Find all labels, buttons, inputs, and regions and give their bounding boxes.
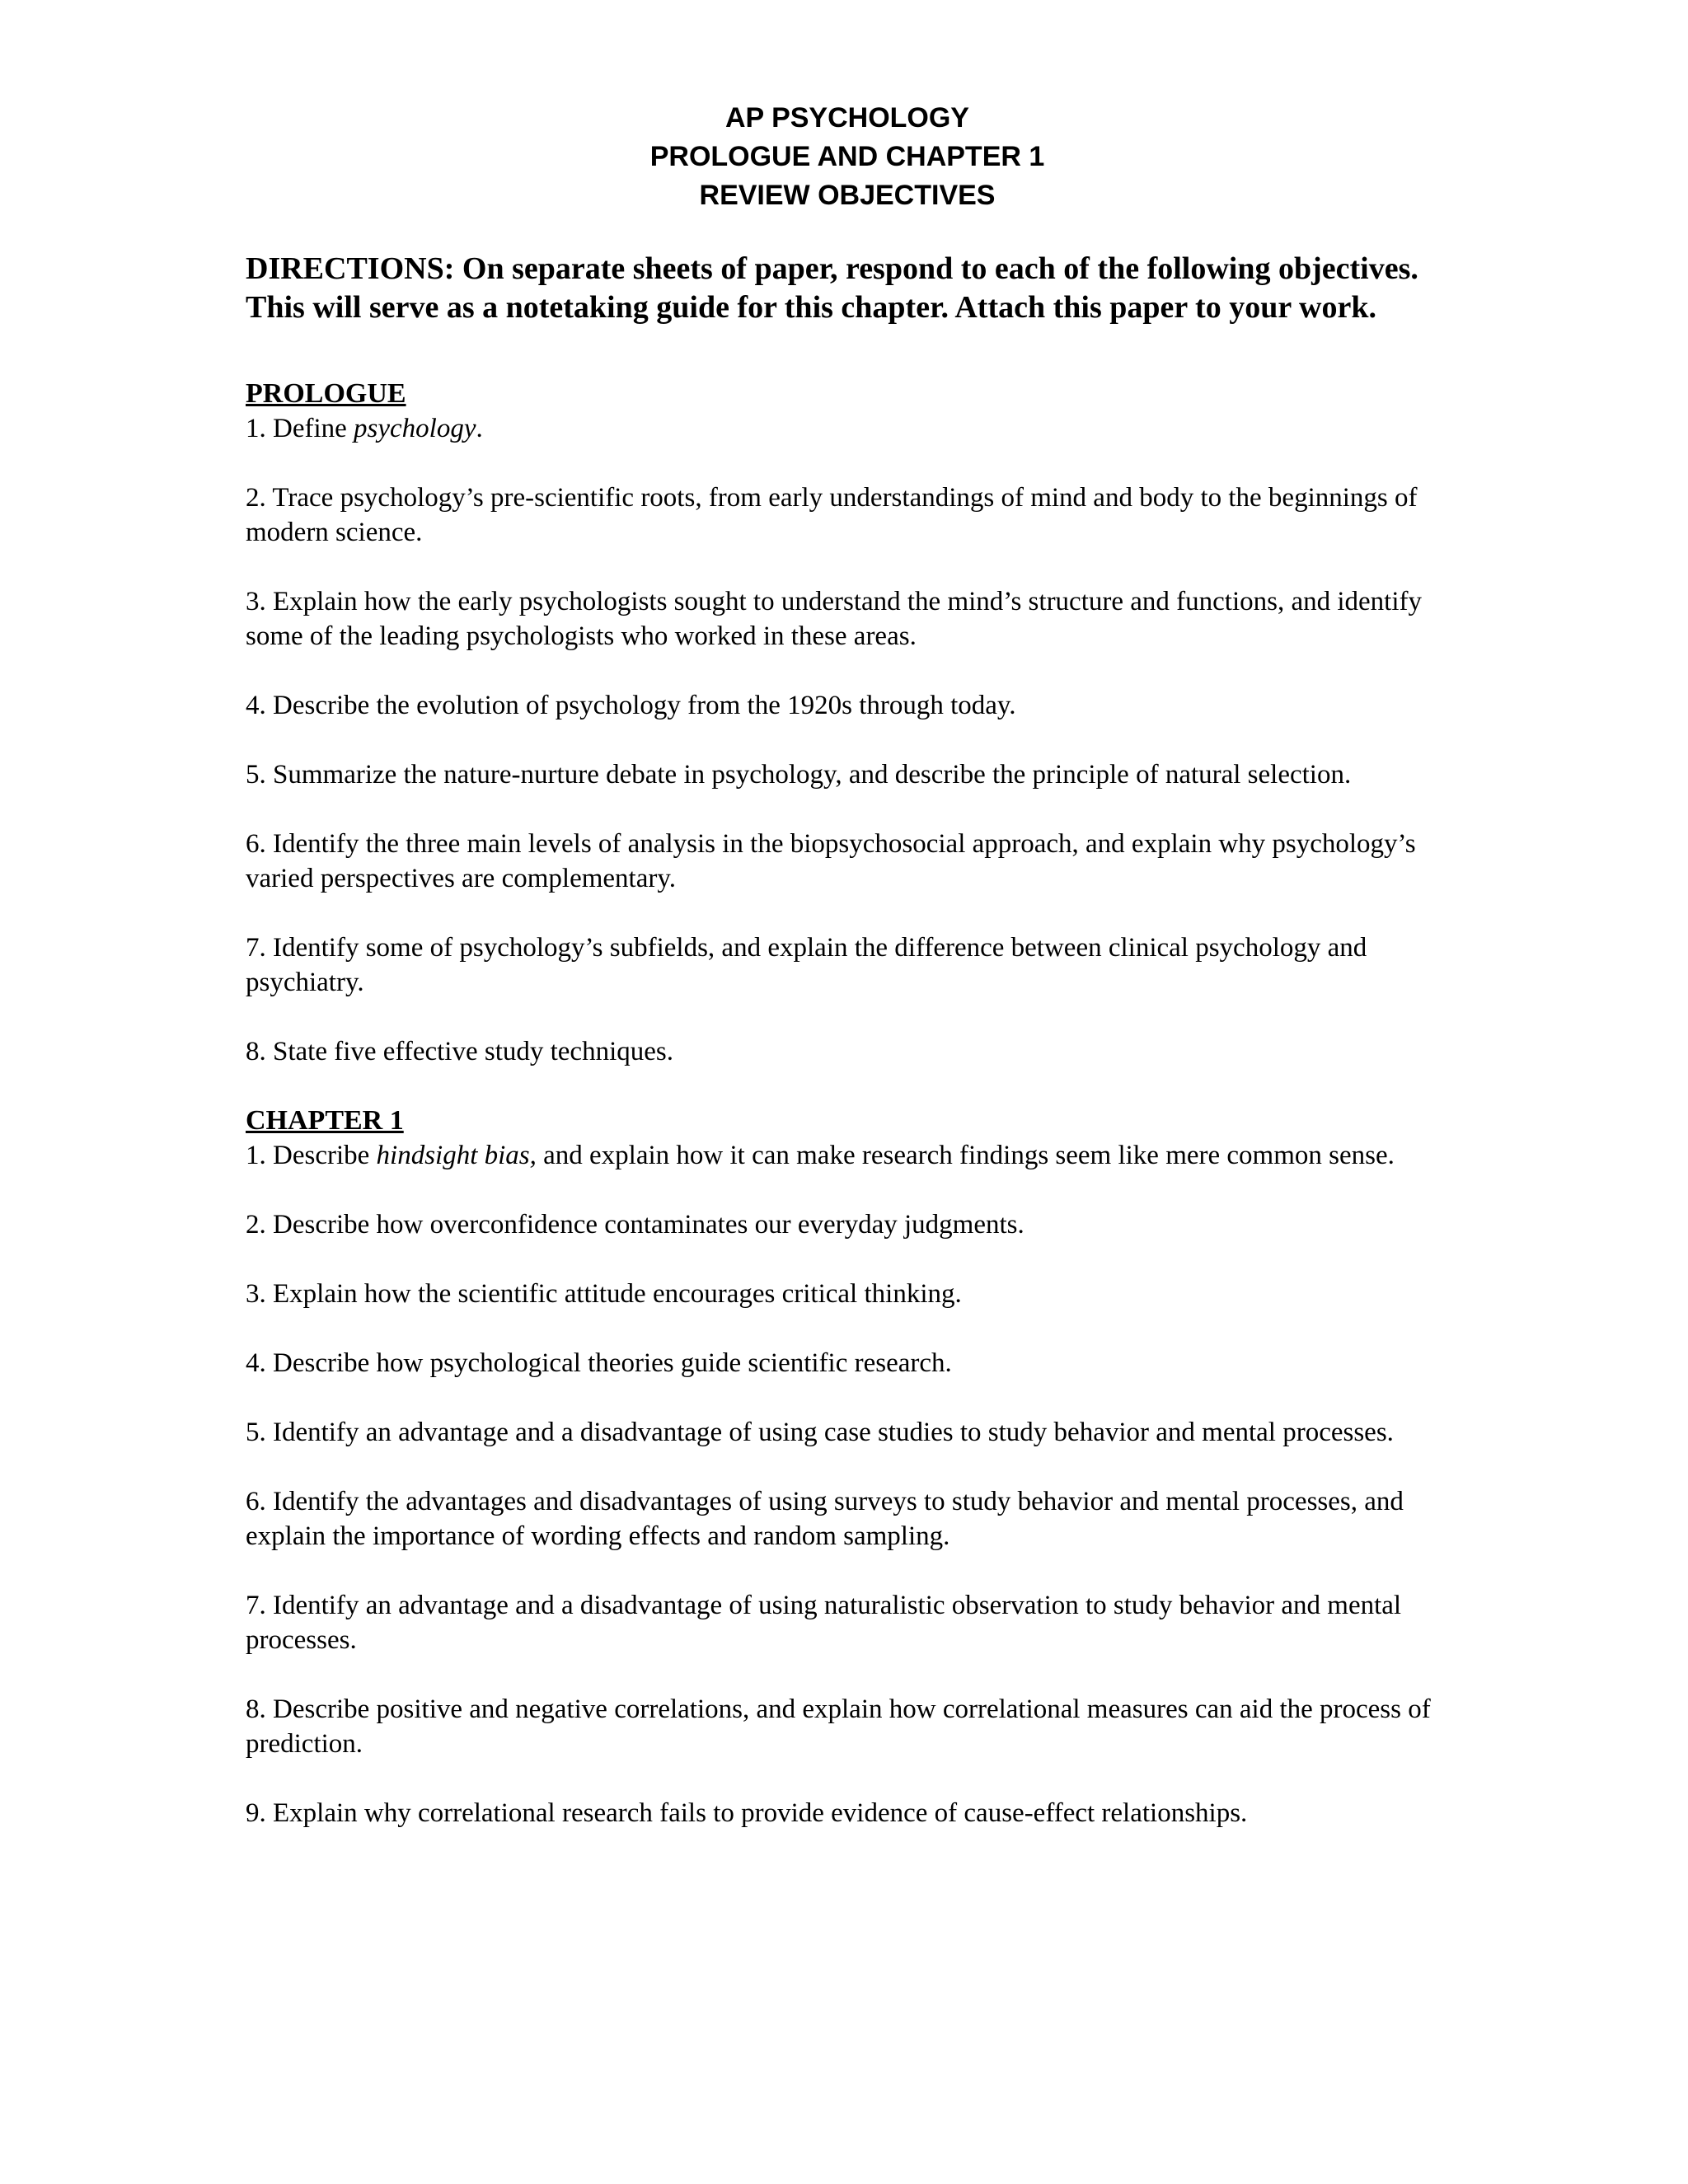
objective-italic-term: psychology (354, 414, 476, 443)
chapter1-objective-2: 2. Describe how overconfidence contaminates our everyday judgments. (246, 1210, 1025, 1240)
chapter1-objective-4: 4. Describe how psychological theories guide scientific research. (246, 1348, 952, 1378)
chapter1-objective-6: 6. Identify the advantages and disadvantages of using surveys to study behavior and mental processes, and explain the importance of wording effects and random sampling. (246, 1487, 1404, 1551)
prologue-objective-4: 4. Describe the evolution of psychology from the 1920s through today. (246, 691, 1016, 720)
directions-text: DIRECTIONS: On separate sheets of paper, respond to each of the following objectives. This will serve as a notetaking guide for this chapter. Attach this paper to your work. (246, 251, 1418, 325)
prologue-heading: PROLOGUE (246, 378, 406, 409)
objective-italic-term: hindsight bias, (376, 1141, 537, 1170)
prologue-objective-3: 3. Explain how the early psychologists sought to understand the mind’s structure and functions, and identify some of the leading psychologists who worked in these areas. (246, 587, 1423, 651)
objective-text: 1. Describe (246, 1141, 377, 1170)
prologue-objective-1 (246, 411, 1449, 446)
chapter1-objective-1 (246, 1138, 1449, 1173)
prologue-section (246, 377, 1449, 1069)
objective-text: 1. Define (246, 414, 354, 443)
prologue-objective-2: 2. Trace psychology’s pre-scientific roots, from early understandings of mind and body to the beginnings of modern science. (246, 483, 1418, 547)
prologue-objective-5: 5. Summarize the nature-nurture debate in psychology, and describe the principle of natural selection. (246, 760, 1352, 790)
chapter1-objective-8: 8. Describe positive and negative correlations, and explain how correlational measures can aid the process of prediction. (246, 1694, 1431, 1759)
title-line-course: AP PSYCHOLOGY (725, 102, 969, 134)
prologue-objective-6: 6. Identify the three main levels of analysis in the biopsychosocial approach, and explain why psychology’s varied perspectives are complementary. (246, 829, 1416, 893)
title-line-chapter: PROLOGUE AND CHAPTER 1 (649, 141, 1045, 172)
chapter1-objective-7: 7. Identify an advantage and a disadvantage of using naturalistic observation to study behavior and mental processes. (246, 1591, 1402, 1655)
prologue-objective-7: 7. Identify some of psychology’s subfields, and explain the difference between clinical psychology and psychiatry. (246, 933, 1367, 997)
chapter1-section (246, 1104, 1449, 1830)
prologue-objective-8: 8. State five effective study techniques. (246, 1037, 673, 1066)
title-line-objectives: REVIEW OBJECTIVES (699, 180, 996, 211)
prologue-objectives-list (246, 411, 1449, 1069)
document-title (246, 99, 1449, 215)
document-page (246, 99, 1449, 1865)
chapter1-objective-5: 5. Identify an advantage and a disadvantage of using case studies to study behavior and mental processes. (246, 1418, 1394, 1447)
chapter1-objectives-list (246, 1138, 1449, 1830)
objective-text-end: . (476, 414, 483, 443)
chapter1-objective-9: 9. Explain why correlational research fails to provide evidence of cause-effect relationships. (246, 1798, 1248, 1828)
objective-text-end: and explain how it can make research findings seem like mere common sense. (536, 1141, 1395, 1170)
chapter1-heading: CHAPTER 1 (246, 1105, 404, 1136)
chapter1-objective-3: 3. Explain how the scientific attitude encourages critical thinking. (246, 1279, 962, 1309)
